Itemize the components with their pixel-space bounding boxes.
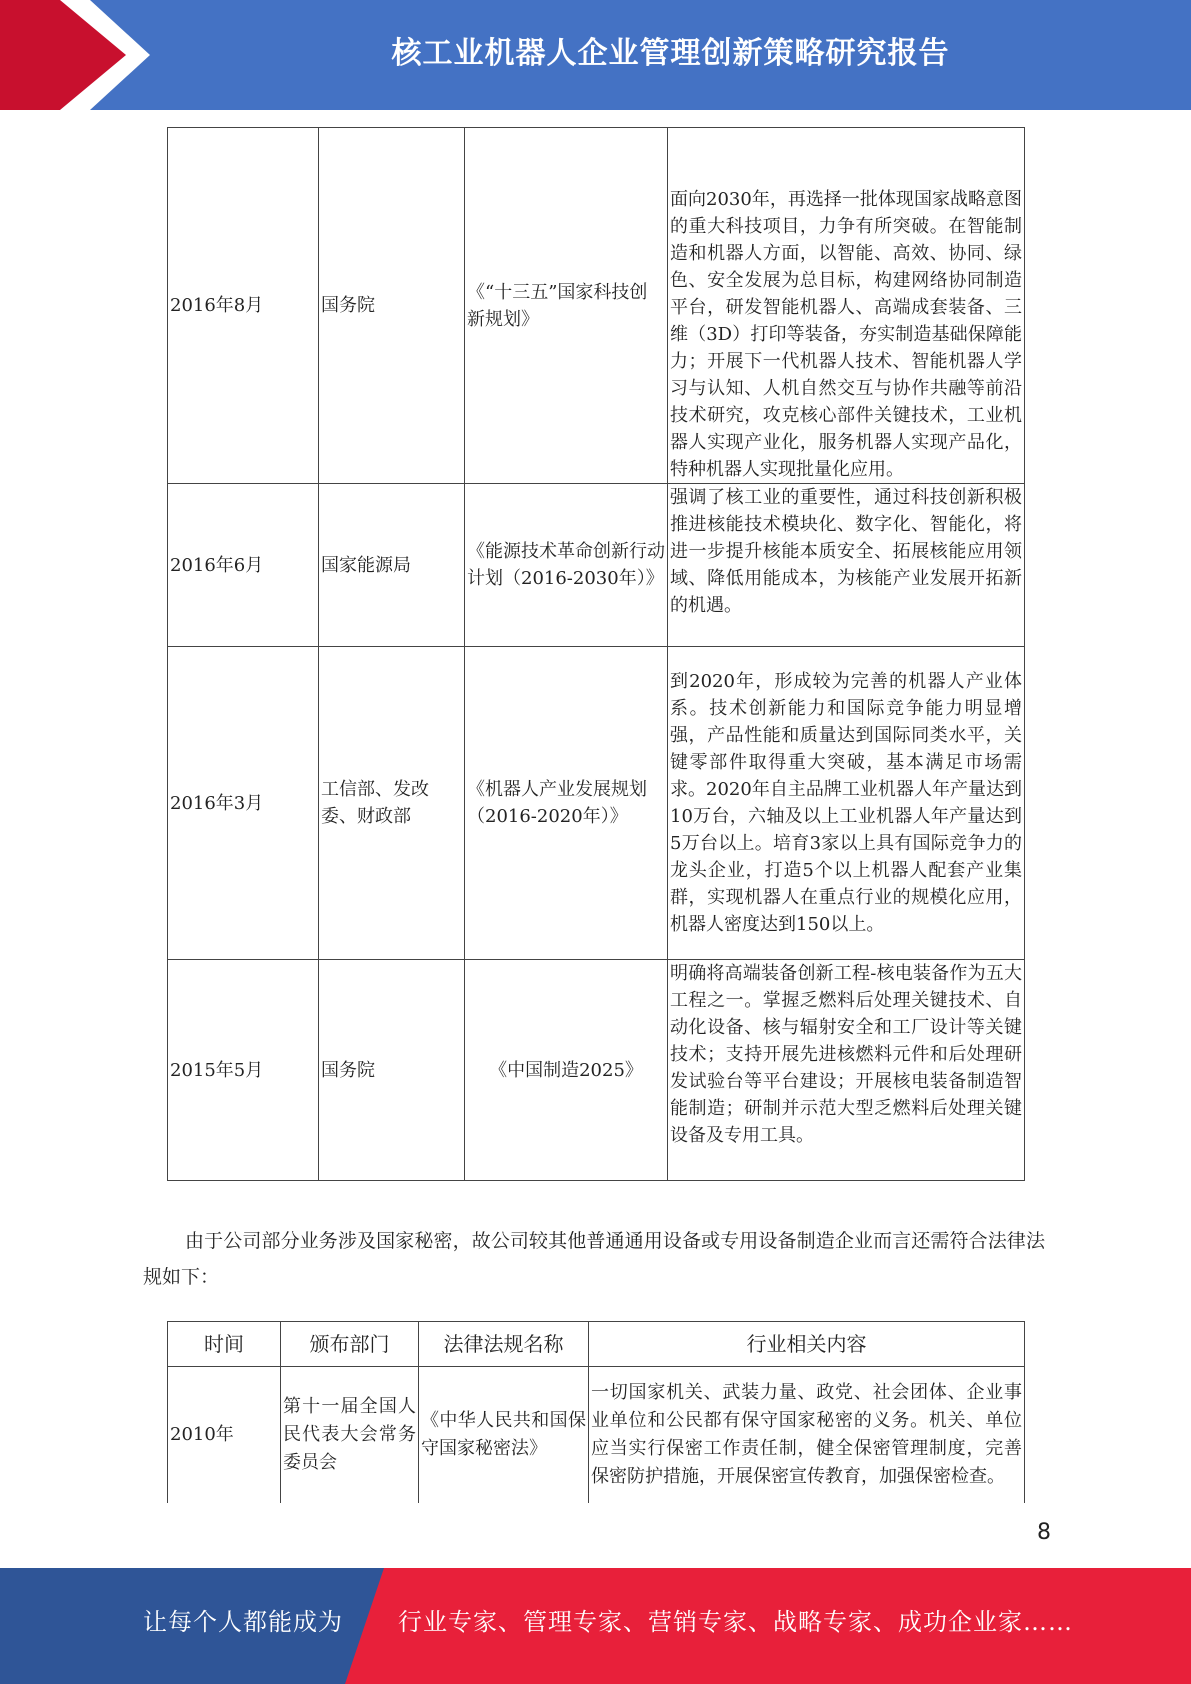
policy-date: 2015年5月 (168, 960, 319, 1181)
policy-dept: 国务院 (319, 960, 465, 1181)
law-name: 《中华人民共和国保守国家秘密法》 (419, 1367, 589, 1504)
law-date: 2010年 (168, 1367, 281, 1504)
law-table (167, 1321, 1025, 1503)
policy-table (167, 127, 1025, 1181)
table-row (168, 960, 1025, 1181)
table-row (168, 647, 1025, 960)
policy-content: 明确将高端装备创新工程-核电装备作为五大工程之一。掌握乏燃料后处理关键技术、自动化设备、核与辐射安全和工厂设计等关键技术；支持开展先进核燃料元件和后处理研发试验台等平台建设；开展核电装备制造智能制造；研制并示范大型乏燃料后处理关键设备及专用工具。 (668, 960, 1025, 1181)
footer-slogan-left: 让每个人都能成为 (143, 1608, 343, 1636)
table-row (168, 128, 1025, 484)
column-header-time: 时间 (168, 1322, 281, 1367)
policy-date: 2016年3月 (168, 647, 319, 960)
policy-dept: 国家能源局 (319, 484, 465, 647)
page-footer (0, 1568, 1191, 1684)
policy-name: 《中国制造2025》 (465, 960, 668, 1181)
policy-dept: 国务院 (319, 128, 465, 484)
policy-content: 面向2030年，再选择一批体现国家战略意图的重大科技项目，力争有所突破。在智能制造和机器人方面，以智能、高效、协同、绿色、安全发展为总目标，构建网络协同制造平台，研发智能机器人、高端成套装备、三维（3D）打印等装备，夯实制造基础保障能力；开展下一代机器人技术、智能机器人学习与认知、人机自然交互与协作共融等前沿技术研究，攻克核心部件关键技术，工业机器人实现产业化，服务机器人实现产品化，特种机器人实现批量化应用。 (668, 128, 1025, 484)
body-paragraph: 由于公司部分业务涉及国家秘密，故公司较其他普通通用设备或专用设备制造企业而言还需符合法律法规如下： (143, 1230, 1045, 1288)
policy-name: 《能源技术革命创新行动计划（2016-2030年）》 (465, 484, 668, 647)
policy-content: 强调了核工业的重要性，通过科技创新积极推进核能技术模块化、数字化、智能化，将进一步提升核能本质安全、拓展核能应用领域、降低用能成本，为核能产业发展开拓新的机遇。 (668, 484, 1025, 647)
header-arrow-decoration (0, 0, 150, 110)
policy-date: 2016年6月 (168, 484, 319, 647)
policy-date: 2016年8月 (168, 128, 319, 484)
law-content: 一切国家机关、武装力量、政党、社会团体、企业事业单位和公民都有保守国家秘密的义务。机关、单位应当实行保密工作责任制，健全保密管理制度，完善保密防护措施，开展保密宣传教育，加强保密检查。 (589, 1367, 1025, 1504)
policy-name: 《机器人产业发展规划（2016-2020年）》 (465, 647, 668, 960)
policy-dept: 工信部、发改委、财政部 (319, 647, 465, 960)
table-row (168, 1367, 1025, 1504)
report-title: 核工业机器人企业管理创新策略研究报告 (391, 36, 950, 71)
table-row (168, 484, 1025, 647)
page-header (0, 0, 1191, 110)
policy-name: 《“十三五”国家科技创新规划》 (465, 128, 668, 484)
column-header-content: 行业相关内容 (589, 1322, 1025, 1367)
column-header-name: 法律法规名称 (419, 1322, 589, 1367)
footer-slogan-right: 行业专家、管理专家、营销专家、战略专家、成功企业家…… (398, 1608, 1073, 1636)
page-number: 8 (1037, 1520, 1051, 1545)
law-dept: 第十一届全国人民代表大会常务委员会 (281, 1367, 419, 1504)
column-header-dept: 颁布部门 (281, 1322, 419, 1367)
policy-content: 到2020年，形成较为完善的机器人产业体系。技术创新能力和国际竞争能力明显增强，产品性能和质量达到国际同类水平，关键零部件取得重大突破，基本满足市场需求。2020年自主品牌工业机器人年产量达到10万台，六轴及以上工业机器人年产量达到5万台以上。培育3家以上具有国际竞争力的龙头企业，打造5个以上机器人配套产业集群，实现机器人在重点行业的规模化应用，机器人密度达到150以上。 (668, 647, 1025, 960)
table-header-row (168, 1322, 1025, 1367)
